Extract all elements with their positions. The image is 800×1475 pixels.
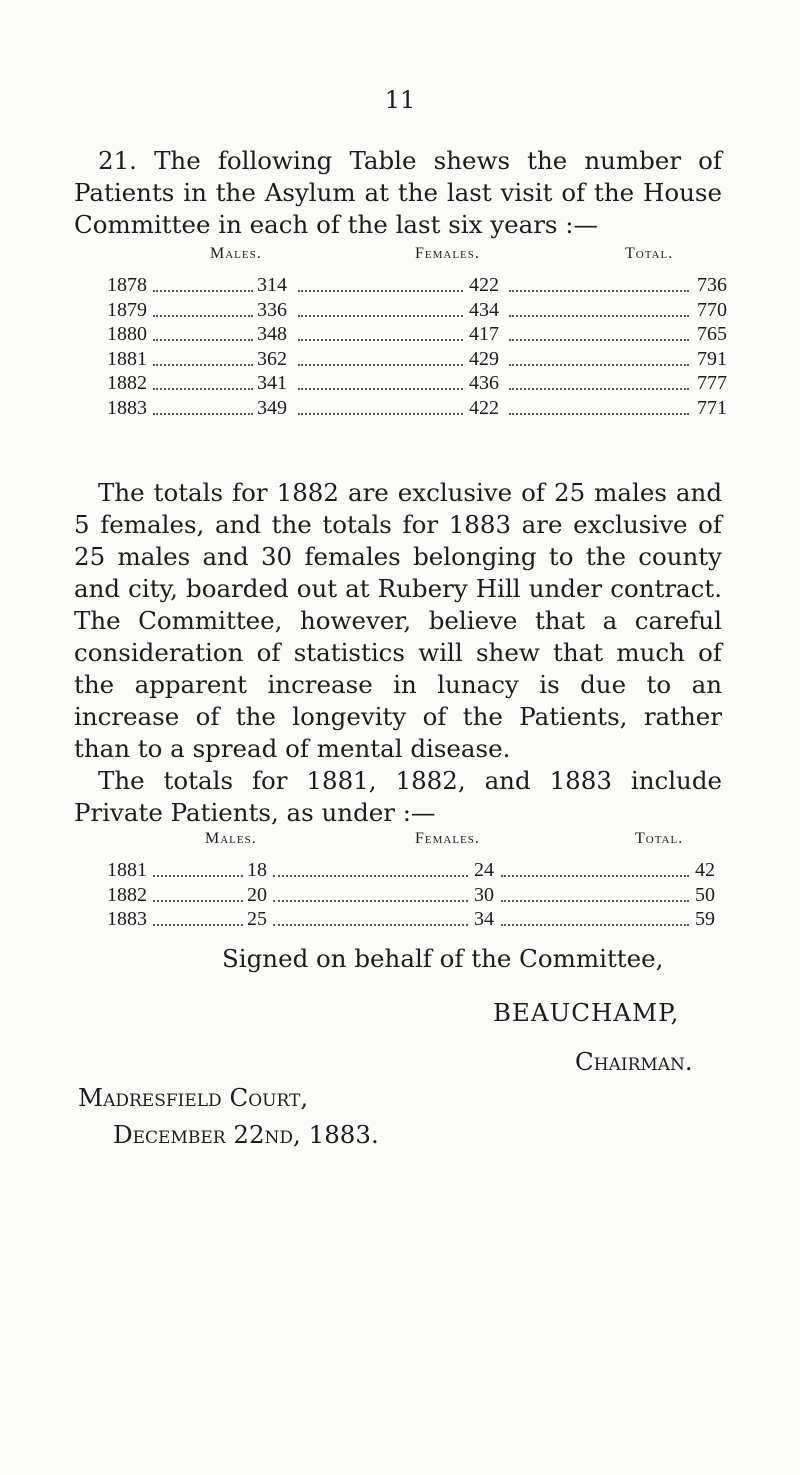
cell-males: 362 (257, 347, 287, 370)
dot-leader (273, 924, 468, 926)
dot-leader (298, 388, 463, 390)
dot-leader (153, 290, 253, 292)
table-row (105, 883, 715, 908)
body-paragraph-2 (74, 765, 722, 829)
header-total: Total. (635, 830, 684, 847)
patients-table (105, 245, 727, 420)
cell-year: 1883 (107, 396, 147, 419)
header-females: Females. (415, 245, 480, 262)
table-row (105, 396, 727, 421)
private-patients-table (105, 830, 715, 932)
cell-males: 349 (257, 396, 287, 419)
dot-leader (509, 364, 689, 366)
table-row (105, 858, 715, 883)
table-row (105, 371, 727, 396)
cell-total: 765 (697, 323, 727, 345)
table-row (105, 322, 727, 347)
dot-leader (153, 900, 243, 902)
table-header (105, 245, 715, 273)
dot-leader (298, 339, 463, 341)
cell-total: 791 (697, 347, 727, 370)
cell-year: 1882 (107, 883, 147, 906)
intro-text: 21. The following Table shews the number of Patients in the Asylum at the last visit of the House Committee in each of the last six years :— (74, 146, 722, 239)
cell-males: 314 (257, 274, 287, 296)
cell-total: 770 (697, 298, 727, 321)
date-line: December 22nd, 1883. (113, 1120, 379, 1149)
table-row (105, 298, 727, 323)
header-males: Males. (210, 245, 262, 262)
cell-males: 20 (247, 883, 267, 906)
cell-total: 42 (695, 859, 715, 881)
dot-leader (509, 388, 689, 390)
header-females: Females. (415, 830, 480, 847)
header-total: Total. (625, 245, 674, 262)
cell-females: 422 (469, 274, 499, 296)
dot-leader (153, 875, 243, 877)
dot-leader (501, 875, 689, 877)
table-row (105, 273, 727, 298)
dot-leader (153, 924, 243, 926)
cell-year: 1882 (107, 372, 147, 394)
dot-leader (153, 388, 253, 390)
cell-females: 34 (474, 908, 494, 930)
cell-year: 1881 (107, 347, 147, 370)
dot-leader (273, 875, 468, 877)
dot-leader (298, 364, 463, 366)
cell-males: 18 (247, 859, 267, 881)
cell-males: 25 (247, 908, 267, 930)
cell-year: 1879 (107, 298, 147, 321)
cell-females: 429 (469, 347, 499, 370)
dot-leader (298, 413, 463, 415)
table-row (105, 907, 715, 932)
cell-females: 436 (469, 372, 499, 394)
cell-total: 59 (695, 908, 715, 930)
table-row (105, 347, 727, 372)
dot-leader (501, 924, 689, 926)
cell-year: 1880 (107, 323, 147, 345)
dot-leader (509, 339, 689, 341)
intro-paragraph (74, 145, 722, 241)
place-line: Madresfield Court, (78, 1083, 309, 1112)
dot-leader (153, 364, 253, 366)
body-paragraph-1 (74, 477, 722, 765)
table-header (105, 830, 715, 858)
cell-females: 24 (474, 859, 494, 881)
dot-leader (509, 290, 689, 292)
cell-females: 417 (469, 323, 499, 345)
header-males: Males. (205, 830, 257, 847)
dot-leader (153, 315, 253, 317)
signatory-name: BEAUCHAMP, (493, 998, 680, 1027)
cell-total: 771 (697, 396, 727, 419)
body-text-2: The totals for 1881, 1882, and 1883 include Private Patients, as under :— (74, 766, 722, 827)
dot-leader (298, 315, 463, 317)
signoff-line: Signed on behalf of the Committee, (222, 944, 664, 973)
dot-leader (153, 339, 253, 341)
cell-year: 1878 (107, 274, 147, 296)
cell-females: 422 (469, 396, 499, 419)
cell-females: 434 (469, 298, 499, 321)
cell-females: 30 (474, 883, 494, 906)
cell-males: 341 (257, 372, 287, 394)
dot-leader (509, 413, 689, 415)
dot-leader (501, 900, 689, 902)
page-number: 11 (384, 86, 416, 114)
cell-males: 348 (257, 323, 287, 345)
body-text-1: The totals for 1882 are exclusive of 25 males and 5 females, and the totals for 1883 are exclusive of 25 males and 30 females belonging to the county and city, boarded out at Rubery Hill under contract. The Committee, however, believe that a careful consideration of statistics will shew that much of the apparent increase in lunacy is due to an increase of the longevity of the Patients, rather than to a spread of mental disease. (74, 478, 722, 763)
cell-year: 1883 (107, 908, 147, 930)
cell-total: 736 (697, 274, 727, 296)
cell-total: 50 (695, 883, 715, 906)
dot-leader (153, 413, 253, 415)
dot-leader (298, 290, 463, 292)
dot-leader (509, 315, 689, 317)
cell-males: 336 (257, 298, 287, 321)
cell-total: 777 (697, 372, 727, 394)
signatory-title: Chairman. (575, 1047, 693, 1076)
cell-year: 1881 (107, 859, 147, 881)
dot-leader (273, 900, 468, 902)
